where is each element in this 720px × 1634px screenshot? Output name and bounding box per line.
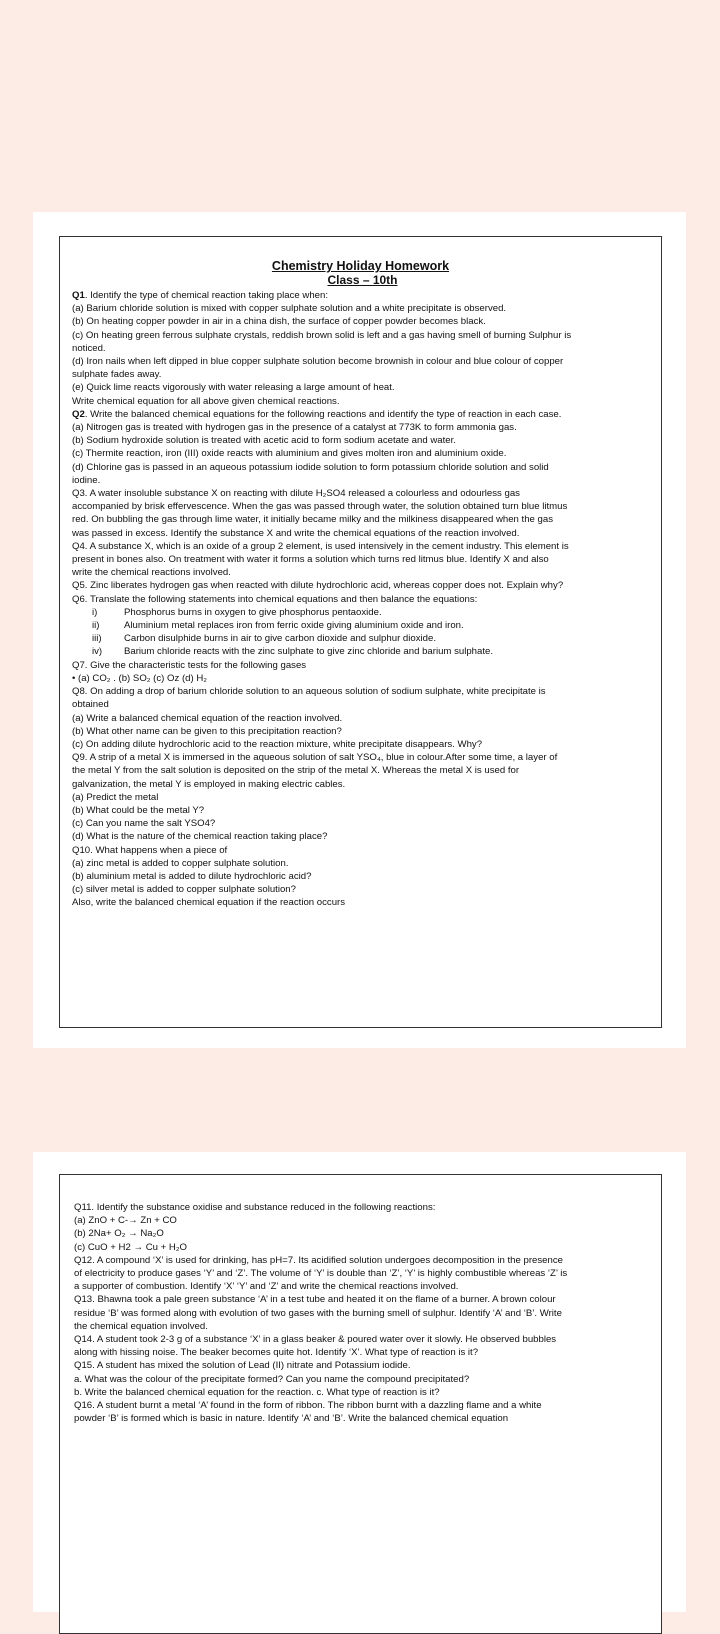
line-text: (b) What other name can be given to this precipitation reaction? bbox=[72, 725, 342, 737]
text-line bbox=[72, 593, 649, 606]
text-line bbox=[74, 1320, 649, 1333]
line-text: red. On bubbling the gas through lime water, it initially became milky and the milkiness disappeared when the gas bbox=[72, 514, 554, 526]
page-1-questions-part-1 bbox=[72, 289, 649, 606]
line-text: (b) Sodium hydroxide solution is treated with acetic acid to form sodium acetate and water. bbox=[72, 435, 456, 447]
text-line bbox=[72, 553, 649, 566]
page-1-questions-part-2 bbox=[72, 659, 649, 910]
text-line bbox=[74, 1307, 649, 1320]
line-text: along with hissing noise. The beaker becomes quite hot. Identify ‘X’. What type of reaction is it? bbox=[74, 1347, 479, 1359]
text-line bbox=[72, 421, 649, 434]
text-line bbox=[72, 685, 649, 698]
q6-item-number: i) bbox=[92, 606, 98, 618]
text-line bbox=[74, 1280, 649, 1293]
text-line bbox=[74, 1241, 649, 1254]
document-title: Chemistry Holiday Homework bbox=[271, 259, 450, 273]
line-text: powder ‘B’ is formed which is basic in nature. Identify ‘A’ and ‘B’. Write the balanced chemical equation bbox=[74, 1413, 509, 1425]
line-text: (b) 2Na+ O₂ → Na₂O bbox=[74, 1228, 164, 1240]
text-line bbox=[72, 315, 649, 328]
text-line bbox=[72, 408, 649, 421]
text-line bbox=[74, 1373, 649, 1386]
line-text: (c) Thermite reaction, iron (III) oxide reacts with aluminium and gives molten iron and aluminium oxide. bbox=[72, 448, 507, 460]
line-text: Q10. What happens when a piece of bbox=[72, 844, 228, 856]
text-line bbox=[72, 698, 649, 711]
text-line bbox=[72, 368, 649, 381]
text-line bbox=[72, 830, 649, 843]
line-text: galvanization, the metal Y is employed in making electric cables. bbox=[72, 778, 346, 790]
text-line bbox=[72, 778, 649, 791]
page-1-content-frame bbox=[59, 236, 662, 1028]
text-line bbox=[72, 672, 649, 685]
text-line bbox=[72, 804, 649, 817]
line-text: . Write the balanced chemical equations for the following reactions and identify the type of reaction in each case. bbox=[84, 408, 562, 420]
q6-item bbox=[72, 645, 649, 658]
line-text: a supporter of combustion. Identify ‘X’ ‘Y’ and ‘Z’ and write the chemical reactions involved. bbox=[74, 1281, 459, 1293]
line-text: write the chemical reactions involved. bbox=[72, 567, 231, 579]
line-text: (c) silver metal is added to copper sulphate solution? bbox=[72, 884, 296, 896]
q6-item-text: Barium chloride reacts with the zinc sulphate to give zinc chloride and barium sulphate. bbox=[124, 646, 494, 658]
line-text: iodine. bbox=[72, 474, 101, 486]
text-line bbox=[74, 1214, 649, 1227]
document-page-1 bbox=[33, 212, 686, 1048]
q6-sub-items bbox=[72, 606, 649, 659]
question-number: Q1 bbox=[72, 290, 85, 301]
line-text: b. Write the balanced chemical equation for the reaction. c. What type of reaction is it? bbox=[74, 1386, 440, 1398]
text-line bbox=[74, 1201, 649, 1214]
line-text: the metal Y from the salt solution is deposited on the strip of the metal X. Whereas the metal X is used for bbox=[72, 765, 520, 777]
line-text: (c) On adding dilute hydrochloric acid to the reaction mixture, white precipitate disappears. Why? bbox=[72, 738, 483, 750]
question-number: Q2 bbox=[72, 408, 85, 420]
line-text: (c) Can you name the salt YSO4? bbox=[72, 818, 216, 830]
line-text: accompanied by brisk effervescence. When the gas was passed through water, the solution obtained turn blue litmus bbox=[72, 501, 568, 513]
text-line bbox=[74, 1254, 649, 1267]
line-text: (c) CuO + H2 → Cu + H₂O bbox=[74, 1241, 188, 1253]
text-line bbox=[72, 764, 649, 777]
line-text: (a) Barium chloride solution is mixed with copper sulphate solution and a white precipitate is observed. bbox=[72, 303, 507, 315]
text-line bbox=[72, 329, 649, 342]
q6-item bbox=[72, 606, 649, 619]
text-line bbox=[72, 738, 649, 751]
page-2-content-frame bbox=[59, 1174, 662, 1634]
q6-item-number: ii) bbox=[92, 620, 100, 632]
text-line bbox=[72, 355, 649, 368]
line-text: present in bones also. On treatment with water it forms a solution which turns red litmus blue. Identify X and also bbox=[72, 554, 549, 566]
line-text: Q5. Zinc liberates hydrogen gas when reacted with dilute hydrochloric acid, whereas copper does not. Explain why? bbox=[72, 580, 564, 592]
line-text: (b) On heating copper powder in air in a china dish, the surface of copper powder becomes black. bbox=[72, 316, 486, 328]
q6-item-number: iii) bbox=[92, 633, 102, 645]
line-text: Q15. A student has mixed the solution of Lead (II) nitrate and Potassium iodide. bbox=[74, 1360, 411, 1372]
line-text: (d) Iron nails when left dipped in blue copper sulphate solution become brownish in colour and blue colour of copper bbox=[72, 356, 564, 368]
line-text: the chemical equation involved. bbox=[74, 1320, 208, 1332]
class-label: Class – 10th bbox=[327, 273, 398, 287]
text-line bbox=[74, 1227, 649, 1240]
line-text: residue ‘B’ was formed along with evolution of two gases with the burning smell of sulphur. Identify ‘A’ and ‘B’. Write bbox=[74, 1307, 562, 1319]
text-line bbox=[72, 527, 649, 540]
line-text: Q6. Translate the following statements into chemical equations and then balance the equations: bbox=[72, 593, 478, 605]
text-line bbox=[72, 751, 649, 764]
line-text: (a) Predict the metal bbox=[72, 791, 159, 803]
line-text: (a) Nitrogen gas is treated with hydrogen gas in the presence of a catalyst at 773K to form ammonia gas. bbox=[72, 422, 517, 434]
line-text: Q8. On adding a drop of barium chloride solution to an aqueous solution of sodium sulphate, white precipitate is bbox=[72, 686, 546, 698]
text-line bbox=[72, 857, 649, 870]
text-line bbox=[74, 1267, 649, 1280]
line-text: obtained bbox=[72, 699, 109, 711]
line-text: (a) zinc metal is added to copper sulphate solution. bbox=[72, 857, 289, 869]
text-line bbox=[74, 1412, 649, 1425]
text-line bbox=[72, 725, 649, 738]
text-line bbox=[72, 447, 649, 460]
text-line bbox=[72, 302, 649, 315]
text-line bbox=[72, 791, 649, 804]
line-text: Q14. A student took 2-3 g of a substance ‘X’ in a glass beaker & poured water over it slowly. He observed bubbles bbox=[74, 1334, 557, 1346]
text-line bbox=[72, 659, 649, 672]
text-line bbox=[72, 566, 649, 579]
q6-item bbox=[72, 619, 649, 632]
text-line bbox=[74, 1359, 649, 1372]
text-line bbox=[72, 395, 649, 408]
text-line bbox=[74, 1386, 649, 1399]
line-text: Q12. A compound ‘X’ is used for drinking, has pH=7. Its acidified solution undergoes decomposition in the presence bbox=[74, 1254, 563, 1266]
line-text: (d) Chlorine gas is passed in an aqueous potassium iodide solution to form potassium chloride solution and solid bbox=[72, 461, 549, 473]
text-line bbox=[72, 712, 649, 725]
text-line bbox=[72, 461, 649, 474]
line-text: . Identify the type of chemical reaction taking place when: bbox=[84, 290, 328, 301]
line-text: (d) What is the nature of the chemical reaction taking place? bbox=[72, 831, 328, 843]
line-text: Q4. A substance X, which is an oxide of a group 2 element, is used intensively in the cement industry. This element is bbox=[72, 540, 569, 552]
text-line bbox=[72, 844, 649, 857]
text-line bbox=[74, 1293, 649, 1306]
line-text: Also, write the balanced chemical equation if the reaction occurs bbox=[72, 897, 346, 909]
line-text: of electricity to produce gases ‘Y’ and ‘Z’. The volume of ‘Y’ is double than ‘Z’, ‘Y’ is highly combustible whereas ‘Z’ is bbox=[74, 1268, 568, 1280]
line-text: Q13. Bhawna took a pale green substance ‘A’ in a test tube and heated it on the flame of a burner. A brown colour bbox=[74, 1294, 556, 1306]
document-page-2 bbox=[33, 1152, 686, 1612]
q6-item-text: Phosphorus burns in oxygen to give phosphorus pentaoxide. bbox=[124, 606, 382, 618]
line-text: Q11. Identify the substance oxidise and substance reduced in the following reactions: bbox=[74, 1202, 436, 1213]
line-text: Q16. A student burnt a metal ‘A’ found in the form of ribbon. The ribbon burnt with a dazzling flame and a white bbox=[74, 1400, 542, 1412]
line-text: • (a) CO₂ . (b) SO₂ (c) Oz (d) H₂ bbox=[72, 672, 207, 684]
line-text: (b) What could be the metal Y? bbox=[72, 804, 205, 816]
text-line bbox=[72, 870, 649, 883]
page-2-questions bbox=[74, 1201, 649, 1425]
text-line bbox=[72, 579, 649, 592]
line-text: Q9. A strip of a metal X is immersed in the aqueous solution of salt YSO₄, blue in colour.After some time, a layer of bbox=[72, 752, 558, 764]
line-text: noticed. bbox=[72, 342, 106, 354]
text-line bbox=[72, 896, 649, 909]
q6-item-number: iv) bbox=[92, 646, 103, 658]
text-line bbox=[72, 513, 649, 526]
line-text: Q7. Give the characteristic tests for the following gases bbox=[72, 659, 307, 671]
text-line bbox=[72, 381, 649, 394]
text-line bbox=[72, 540, 649, 553]
line-text: (a) Write a balanced chemical equation of the reaction involved. bbox=[72, 712, 343, 724]
q6-item-text: Carbon disulphide burns in air to give carbon dioxide and sulphur dioxide. bbox=[124, 633, 436, 645]
line-text: Q3. A water insoluble substance X on reacting with dilute H₂SO4 released a colourless and odourless gas bbox=[72, 488, 520, 500]
line-text: (b) aluminium metal is added to dilute hydrochloric acid? bbox=[72, 870, 312, 882]
text-line bbox=[72, 883, 649, 896]
text-line bbox=[74, 1333, 649, 1346]
line-text: (c) On heating green ferrous sulphate crystals, reddish brown solid is left and a gas having smell of burning Sulphur is bbox=[72, 329, 572, 341]
text-line bbox=[72, 342, 649, 355]
line-text: (a) ZnO + C-→ Zn + CO bbox=[74, 1215, 177, 1227]
text-line bbox=[74, 1346, 649, 1359]
text-line bbox=[72, 289, 649, 302]
text-line bbox=[74, 1399, 649, 1412]
q6-item bbox=[72, 632, 649, 645]
line-text: Write chemical equation for all above given chemical reactions. bbox=[72, 395, 340, 407]
text-line bbox=[72, 487, 649, 500]
line-text: sulphate fades away. bbox=[72, 369, 162, 381]
text-line bbox=[72, 500, 649, 513]
text-line bbox=[72, 474, 649, 487]
text-line bbox=[72, 817, 649, 830]
line-text: was passed in excess. Identify the substance X and write the chemical equations of the reaction involved. bbox=[72, 527, 520, 539]
line-text: a. What was the colour of the precipitate formed? Can you name the compound precipitated? bbox=[74, 1373, 470, 1385]
q6-item-text: Aluminium metal replaces iron from ferric oxide giving aluminium oxide and iron. bbox=[124, 620, 464, 632]
text-line bbox=[72, 434, 649, 447]
line-text: (e) Quick lime reacts vigorously with water releasing a large amount of heat. bbox=[72, 382, 395, 394]
